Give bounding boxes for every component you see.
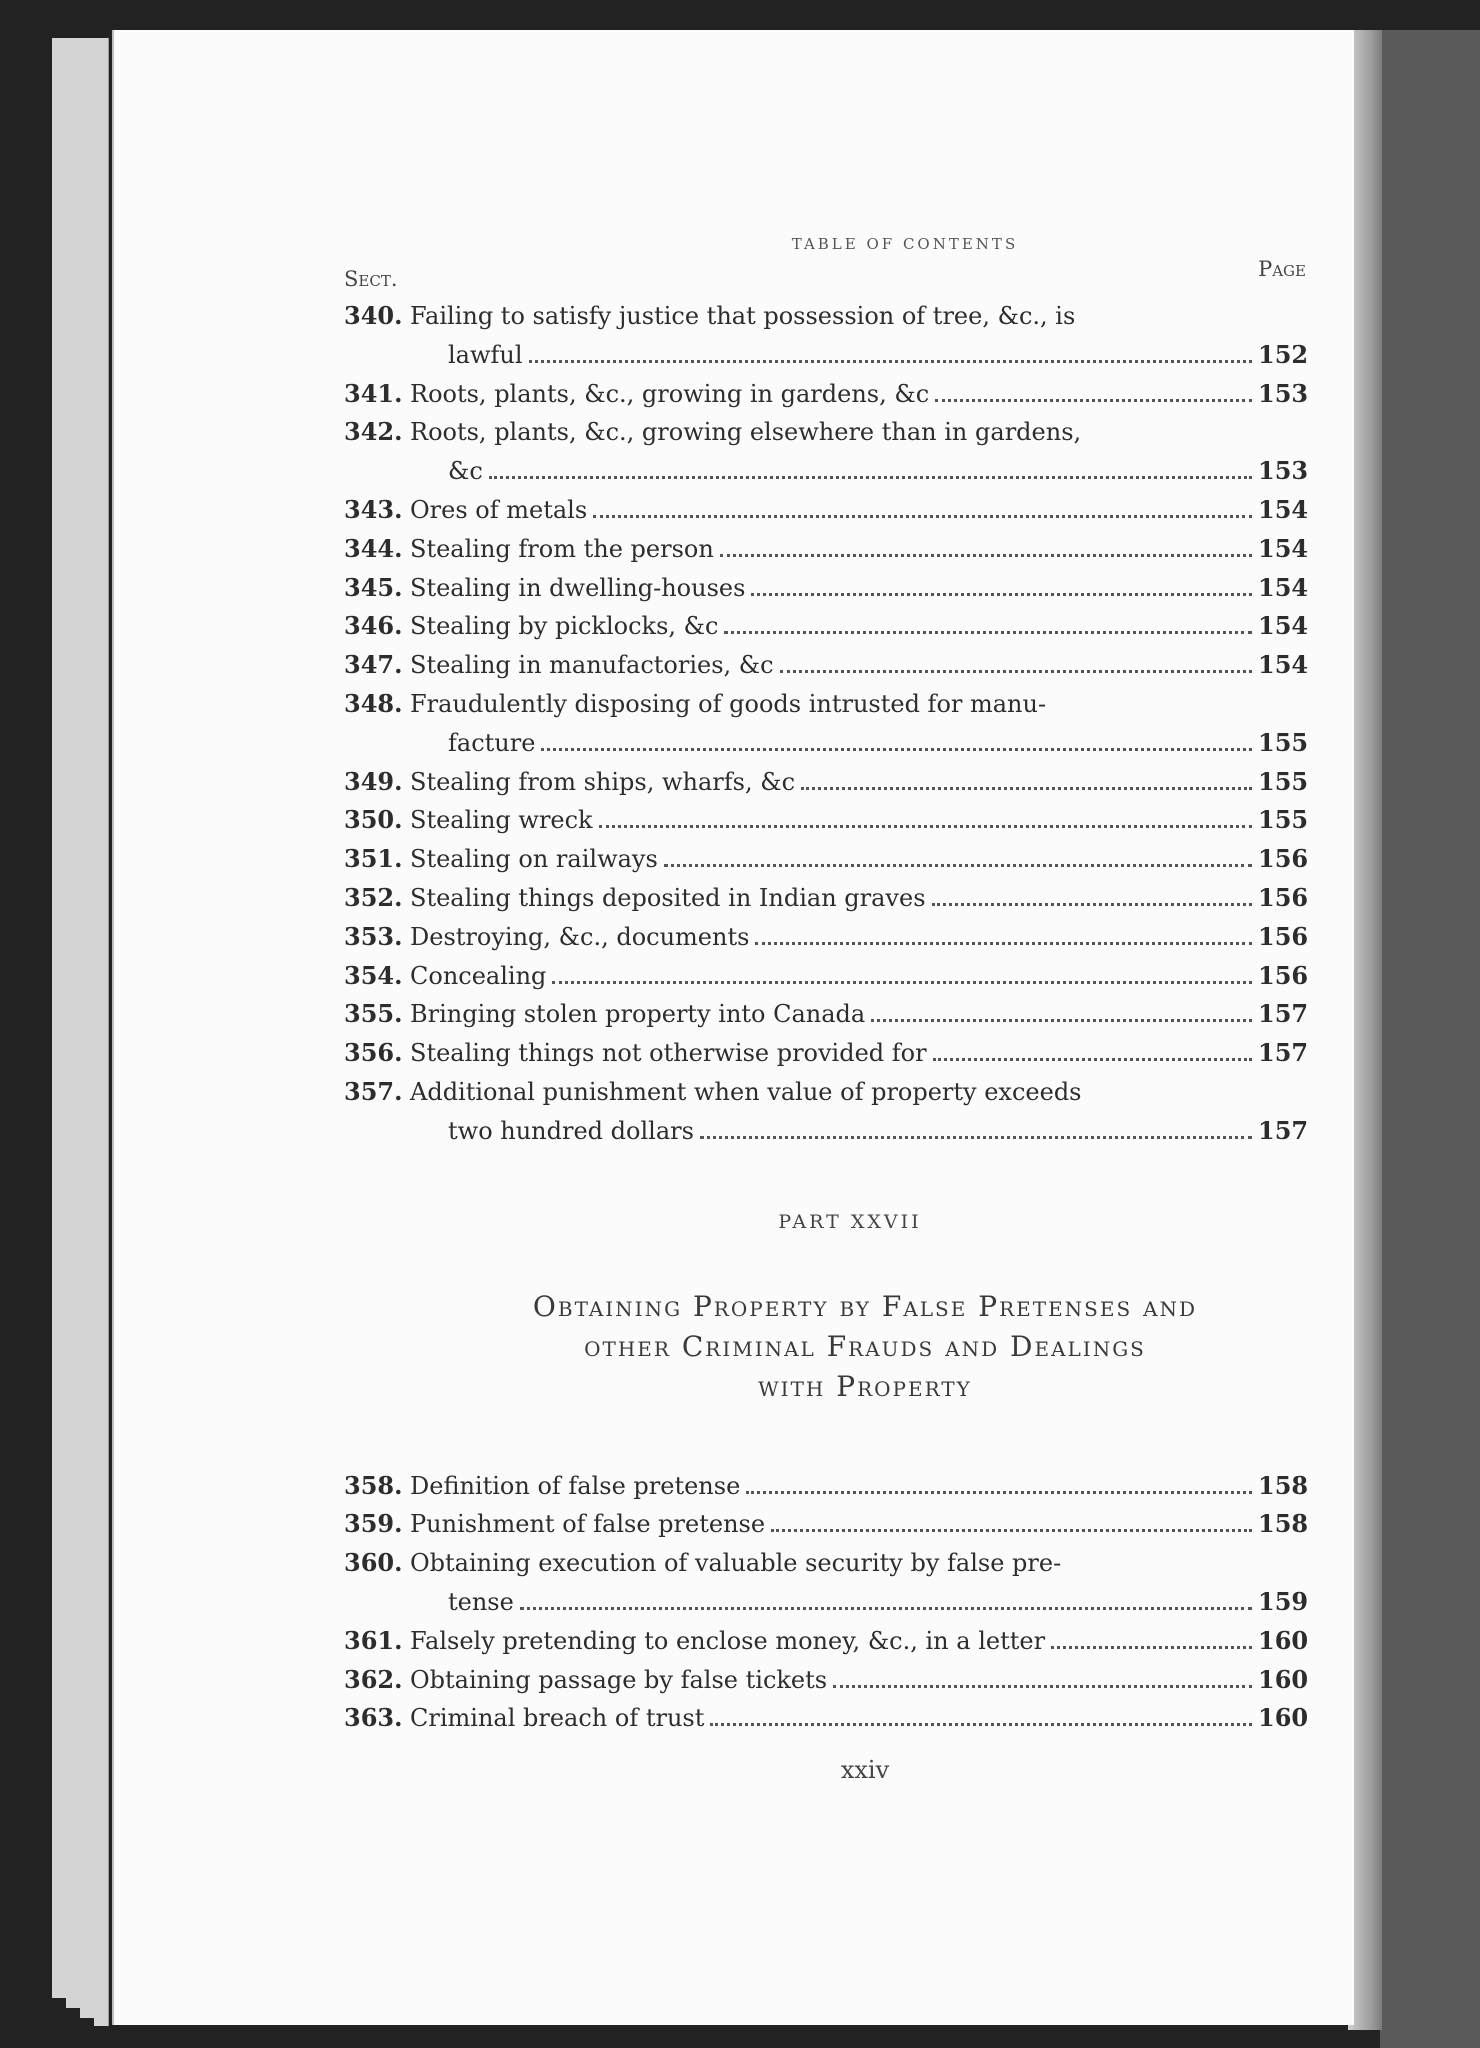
page-number: 153 [1258, 456, 1309, 486]
section-number: 348. [344, 688, 403, 718]
background-right [1380, 30, 1480, 2048]
entry-title: Stealing by picklocks, &c [410, 612, 719, 641]
entry-line [344, 491, 1309, 530]
dot-leader [700, 1136, 1252, 1139]
entry-title: Definition of false pretense [410, 1471, 741, 1500]
entry-title: Stealing in manufactories, &c [410, 651, 774, 680]
entry-line [344, 375, 1309, 414]
toc-entry [344, 646, 1309, 685]
dot-leader [599, 825, 1252, 828]
entry-line [344, 724, 1309, 763]
toc-entry [344, 685, 1309, 763]
dot-leader [720, 554, 1252, 557]
part-title-line: other Criminal Frauds and Dealings [584, 1329, 1146, 1363]
section-number: 343. [344, 494, 403, 524]
entry-line [344, 297, 1306, 336]
toc-entry [344, 375, 1309, 414]
dot-leader [932, 903, 1252, 906]
entry-title: Stealing on railways [410, 845, 658, 874]
toc-entry [344, 957, 1309, 996]
entry-title: Stealing things not otherwise provided for [410, 1039, 927, 1068]
entry-line [344, 1467, 1309, 1506]
section-number: 362. [344, 1664, 403, 1694]
entry-title: Stealing wreck [410, 806, 593, 835]
entry-title: Destroying, &c., documents [410, 922, 750, 951]
entry-title: two hundred dollars [448, 1116, 694, 1145]
part-heading: PART XXVII [778, 1210, 922, 1233]
part-title [424, 1287, 1306, 1407]
part-title-line: with Property [758, 1369, 972, 1403]
entry-line [344, 569, 1309, 608]
dot-leader [1051, 1646, 1252, 1649]
section-number: 340. [344, 301, 403, 330]
entry-title: Bringing stolen property into Canada [410, 1000, 866, 1029]
page-edge [66, 38, 81, 2008]
entry-line [344, 413, 1306, 452]
page-edge [52, 38, 67, 1998]
book-page [112, 30, 1354, 2025]
toc-entry [344, 801, 1309, 840]
page-edge [80, 38, 95, 2018]
entry-title: Ores of metals [410, 495, 588, 524]
page-number: 154 [1258, 650, 1309, 680]
sect-column-label: Sect. [344, 267, 398, 291]
toc-entry [344, 1034, 1309, 1073]
entry-line [344, 995, 1309, 1034]
section-number: 361. [344, 1625, 403, 1655]
entry-line [344, 1112, 1309, 1151]
toc-list-part-xxvii [344, 1467, 1309, 1739]
toc-entry [344, 1544, 1309, 1622]
section-number: 344. [344, 533, 403, 563]
toc-entry [344, 1699, 1309, 1738]
page-number: 154 [1258, 533, 1309, 563]
section-number: 353. [344, 921, 403, 951]
dot-leader [833, 1685, 1252, 1688]
entry-line [344, 801, 1309, 840]
entry-line [344, 840, 1309, 879]
entry-line [344, 1073, 1306, 1112]
entry-title: Stealing things deposited in Indian graves [410, 883, 926, 912]
entry-line [344, 1034, 1309, 1073]
dot-leader [780, 670, 1252, 673]
entry-line [344, 763, 1309, 802]
part-title-line: Obtaining Property by False Pretenses and [532, 1289, 1198, 1323]
page-number: 155 [1258, 766, 1309, 796]
dot-leader [664, 864, 1252, 867]
entry-title: lawful [448, 340, 523, 369]
section-number: 345. [344, 572, 403, 602]
entry-title: Roots, plants, &c., growing elsewhere than in gardens, [410, 418, 1082, 447]
page-number: 158 [1258, 1470, 1309, 1500]
toc-entry [344, 840, 1309, 879]
page-number: 159 [1258, 1586, 1309, 1616]
entry-title: &c [448, 457, 483, 486]
entry-line [344, 1699, 1309, 1738]
section-number: 357. [344, 1076, 403, 1106]
dot-leader [541, 748, 1252, 751]
toc-entry [344, 763, 1309, 802]
dot-leader [933, 1058, 1252, 1061]
section-number: 358. [344, 1470, 403, 1500]
entry-title: Criminal breach of trust [410, 1704, 705, 1733]
entry-title: Failing to satisfy justice that possession of tree, &c., is [410, 302, 1076, 330]
toc-entry [344, 491, 1309, 530]
page-number: 154 [1258, 611, 1309, 641]
section-number: 346. [344, 611, 403, 641]
entry-line [344, 685, 1306, 724]
page-number: 153 [1258, 378, 1309, 408]
entry-line [344, 336, 1309, 375]
dot-leader [751, 593, 1252, 596]
page-number: 156 [1258, 960, 1309, 990]
toc-entry [344, 297, 1309, 375]
section-number: 349. [344, 766, 403, 796]
entry-line [344, 530, 1309, 569]
entry-line [344, 1583, 1309, 1622]
entry-line [344, 879, 1309, 918]
entry-title: Falsely pretending to enclose money, &c., in a letter [410, 1626, 1046, 1655]
dot-leader [871, 1019, 1252, 1022]
dot-leader [746, 1491, 1252, 1494]
entry-title: Concealing [410, 961, 547, 990]
section-number: 355. [344, 999, 403, 1029]
section-number: 356. [344, 1038, 403, 1068]
dot-leader [755, 942, 1252, 945]
page-number: 155 [1258, 805, 1309, 835]
column-headers [344, 257, 1306, 297]
page-number: 158 [1258, 1509, 1309, 1539]
dot-leader [724, 631, 1252, 634]
toc-list-part-xxvi [344, 297, 1309, 1151]
section-number: 363. [344, 1703, 403, 1733]
toc-entry [344, 1505, 1309, 1544]
dot-leader [520, 1607, 1252, 1610]
toc-entry [344, 879, 1309, 918]
entry-title: Punishment of false pretense [410, 1510, 766, 1539]
entry-title: Stealing from the person [410, 534, 714, 563]
section-number: 354. [344, 960, 403, 990]
entry-line [344, 1505, 1309, 1544]
page-number: 154 [1258, 572, 1309, 602]
page-number: 157 [1258, 999, 1309, 1029]
toc-entry [344, 1073, 1309, 1151]
dot-leader [771, 1529, 1252, 1532]
section-number: 342. [344, 417, 403, 447]
entry-title: Fraudulently disposing of goods intrusted for manu- [410, 689, 1047, 718]
dot-leader [552, 981, 1252, 984]
page-number: 156 [1258, 921, 1309, 951]
toc-entry [344, 1622, 1309, 1661]
section-number: 360. [344, 1548, 403, 1578]
page-number: 157 [1258, 1115, 1309, 1145]
section-number: 341. [344, 378, 403, 408]
section-number: 351. [344, 844, 403, 874]
toc-entry [344, 569, 1309, 608]
entry-line [344, 646, 1309, 685]
page-number: 156 [1258, 882, 1309, 912]
page-number: 155 [1258, 727, 1309, 757]
entry-title: Additional punishment when value of property exceeds [410, 1077, 1082, 1106]
entry-line [344, 607, 1309, 646]
entry-line [344, 957, 1309, 996]
entry-line [344, 452, 1309, 491]
section-number: 350. [344, 805, 403, 835]
entry-line [344, 1622, 1309, 1661]
section-number: 347. [344, 650, 403, 680]
page-number: 157 [1258, 1038, 1309, 1068]
toc-content [344, 235, 1309, 1785]
dot-leader [801, 787, 1252, 790]
entry-line [344, 1661, 1309, 1700]
entry-title: Obtaining passage by false tickets [410, 1665, 828, 1694]
running-head: TABLE OF CONTENTS [791, 235, 1019, 253]
entry-title: tense [448, 1587, 514, 1616]
section-number: 359. [344, 1509, 403, 1539]
toc-entry [344, 1467, 1309, 1506]
entry-title: Stealing in dwelling-houses [410, 573, 746, 602]
page-edge [94, 38, 109, 2026]
toc-entry [344, 607, 1309, 646]
dot-leader [593, 515, 1252, 518]
page-number: 152 [1258, 339, 1309, 369]
toc-entry [344, 918, 1309, 957]
entry-title: Roots, plants, &c., growing in gardens, &c [410, 379, 930, 408]
section-number: 352. [344, 882, 403, 912]
dot-leader [529, 360, 1252, 363]
dot-leader [935, 399, 1252, 402]
page-number: 160 [1258, 1703, 1309, 1733]
entry-title: Obtaining execution of valuable security by false pre- [410, 1549, 1062, 1578]
page-number: 160 [1258, 1625, 1309, 1655]
entry-title: facture [448, 728, 536, 757]
toc-entry [344, 995, 1309, 1034]
page-number: 160 [1258, 1664, 1309, 1694]
toc-entry [344, 1661, 1309, 1700]
dot-leader [710, 1723, 1252, 1726]
page-column-label: Page [1258, 257, 1306, 281]
page-folio: xxiv [840, 1756, 890, 1785]
toc-entry [344, 413, 1309, 491]
toc-entry [344, 530, 1309, 569]
entry-line [344, 918, 1309, 957]
entry-title: Stealing from ships, wharfs, &c [410, 767, 796, 796]
entry-line [344, 1544, 1306, 1583]
page-number: 156 [1258, 844, 1309, 874]
page-number: 154 [1258, 494, 1309, 524]
dot-leader [489, 476, 1252, 479]
